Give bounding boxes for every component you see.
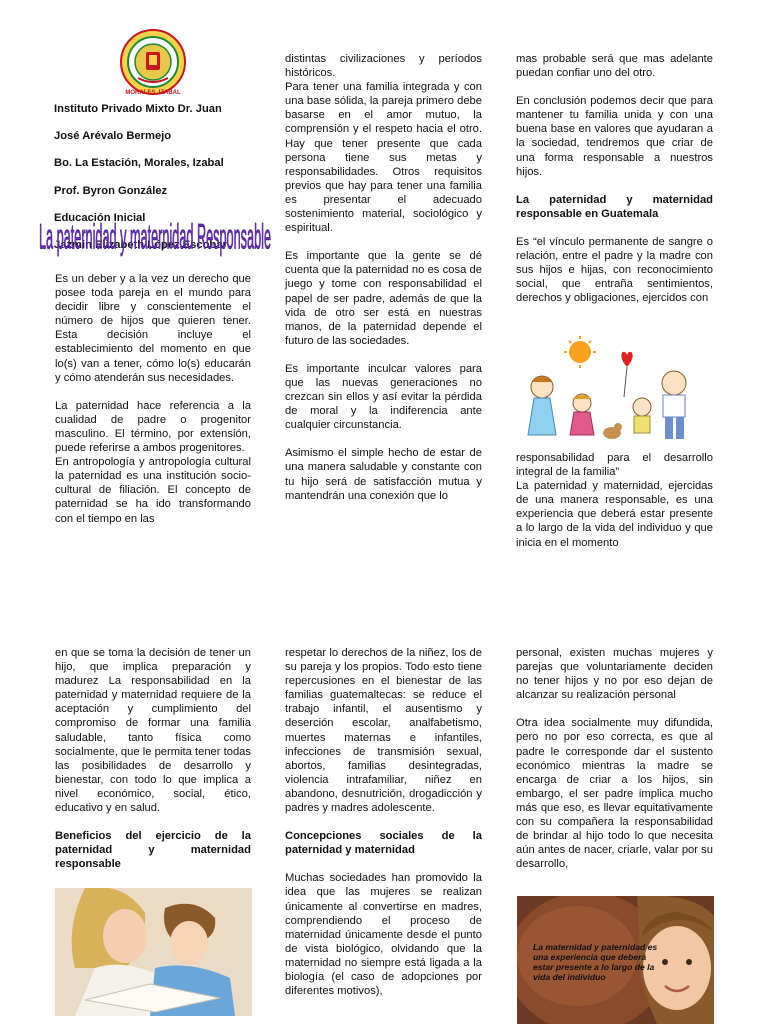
- wordart-title: [36, 208, 274, 264]
- top-column-3: [516, 52, 713, 305]
- paragraph: mas probable será que mas adelante puedan confiar uno del otro.: [516, 53, 713, 80]
- section-heading: Concepciones sociales de la paternidad y maternidad: [285, 830, 482, 857]
- header-professor: Prof. Byron González: [54, 184, 168, 197]
- paragraph: Asimismo el simple hecho de estar de una manera saludable y constante con tu hijo será de satisfacción mutua y mantendrán una conexión que lo: [285, 447, 482, 502]
- paragraph: Es “el vínculo permanente de sangre o relación, entre el padre y la madre con sus hijos e hijas, con reconocimiento social, que entraña sentimientos, derechos y obligaciones, ejercidos con: [516, 235, 713, 305]
- paragraph: personal, existen muchas mujeres y parejas que voluntariamente deciden no tener hijos y no por eso dejan de alcanzar su realización personal: [516, 647, 713, 702]
- paragraph: en que se toma la decisión de tener un hijo, que implica preparación y madurez La responsabilidad en la paternidad y maternidad requiere de la aceptación y cumplimiento del compromiso de formar una familia saludable, tanto física como socialmente, que le permita tener todas las posibilidades de desarrollo y bienestar, con todo lo que implica a nivel económico, social, ético, educativo y en salud.: [55, 647, 251, 815]
- svg-text:La paternidad y maternidad Res: La paternidad y maternidad Responsable: [38, 216, 271, 257]
- paragraph: Es importante inculcar valores para que las nuevas generaciones no crezcan sin ellos y así evitar la pérdida de moral y la indiferencia ante cualquier circunstancia.: [285, 362, 482, 432]
- svg-text:MORALES, IZABAL: MORALES, IZABAL: [125, 90, 181, 96]
- header-address: Bo. La Estación, Morales, Izabal: [54, 157, 224, 170]
- paragraph: respetar lo derechos de la niñez, los de su pareja y los propios. Todo esto tiene repercusiones en el bienestar de las familias guatemaltecas: se reduce el trabajo infantil, el ausentismo y deserción escolar, analfabetismo, muertes maternas e infantiles, infecciones de transmisión sexual, abortos, familias desintegradas, violencia intrafamiliar, niñez en abandono, desnutrición, drogadicción y padres y madres adolescente.: [285, 647, 482, 815]
- bottom-column-2: [285, 646, 482, 998]
- header-course: Educación Inicial: [54, 211, 146, 224]
- header-school-line1: Instituto Privado Mixto Dr. Juan: [54, 103, 222, 115]
- paragraph: Es un deber y a la vez un derecho que posee toda pareja en el mundo para decidir libre y conscientemente el número de hijos que quieren tener. Esta decisión incluye el establecimiento del momento en que lo(s) van a tener, cómo lo(s) educarán y cómo atenderán sus necesidades.: [55, 273, 251, 384]
- family-illustration: [520, 335, 706, 447]
- school-logo: [118, 28, 188, 98]
- paragraph: responsabilidad para el desarrollo integral de la familia”: [516, 452, 713, 479]
- top-column-3-continued: [516, 451, 713, 550]
- bottom-column-3: [516, 646, 713, 871]
- top-column-2: [285, 52, 482, 503]
- paragraph: La paternidad y maternidad, ejercidas de una manera responsable, es una experiencia que deberá estar presente a lo largo de la vida del individuo y que inicia en el momento: [516, 480, 713, 549]
- mother-child-reading-photo: [55, 888, 252, 1016]
- bottom-column-1: [55, 646, 251, 885]
- paragraph: En conclusión podemos decir que para mantener tu familia unida y con una buena base en valores que ayudaran a la sociedad, tendremos que criar de una forma responsable a nuestros hijos.: [516, 95, 713, 178]
- paragraph: Es importante que la gente se dé cuenta que la paternidad no es cosa de juego y tome con responsabilidad el papel de ser padre, además de que la vida de otro ser está en nuestras manos, de la paternidad depende el futuro de las sociedades.: [285, 250, 482, 347]
- section-heading: La paternidad y maternidad responsable en Guatemala: [516, 193, 713, 220]
- paragraph: Muchas sociedades han promovido la idea que las mujeres se realizan únicamente al convertirse en madres, comprendiendo el proceso de maternidad únicamente desde el punto de vista biológico, olvidando que la maternidad no siempre está ligada a la biología (el caso de adopciones por diferentes motivos),: [285, 872, 482, 998]
- pregnancy-child-photo: [517, 896, 714, 1024]
- paragraph: Para tener una familia integrada y con una base sólida, la pareja primero debe basarse en el amor mutuo, la comprensión y el respeto hacia el otro. Hay que tener presente que cada persona tiene sus metas y responsabilidades. Otros requisitos previos que hay para tener una familia es presentar el adecuado sostenimiento material, sociológico y espiritual.: [285, 81, 482, 235]
- top-column-1: [55, 272, 251, 526]
- paragraph: distintas civilizaciones y períodos históricos.: [285, 53, 482, 80]
- header-author: Jazmin Elizabeth López Escobar: [54, 239, 227, 252]
- paragraph: La paternidad hace referencia a la cualidad de padre o progenitor masculino. El término, por extensión, puede referirse a ambos progenitores.: [55, 399, 251, 455]
- paragraph: Otra idea socialmente muy difundida, pero no por eso correcta, es que al padre le corresponde dar el sustento económico mientras la madre se encarga de criar a los hijos, sin embargo, el ser padre implica mucho más que eso, es llevar equitativamente con su compañera la responsabilidad de brindar al hijo todo lo que necesita aún antes de nacer, criarle, valar por su desarrollo,: [516, 717, 713, 871]
- photo-caption: La maternidad y paternidad es una experiencia que deberá estar presente a lo largo de la vida del individuo: [533, 942, 658, 982]
- header-school-line2: José Arévalo Bermejo: [54, 130, 172, 143]
- section-heading: Beneficios del ejercicio de la paternidad y maternidad responsable: [55, 830, 251, 871]
- paragraph: En antropología y antropología cultural la paternidad es una institución socio-cultural de filiación. El concepto de paternidad se ha ido transformando con el tiempo en las: [55, 456, 251, 525]
